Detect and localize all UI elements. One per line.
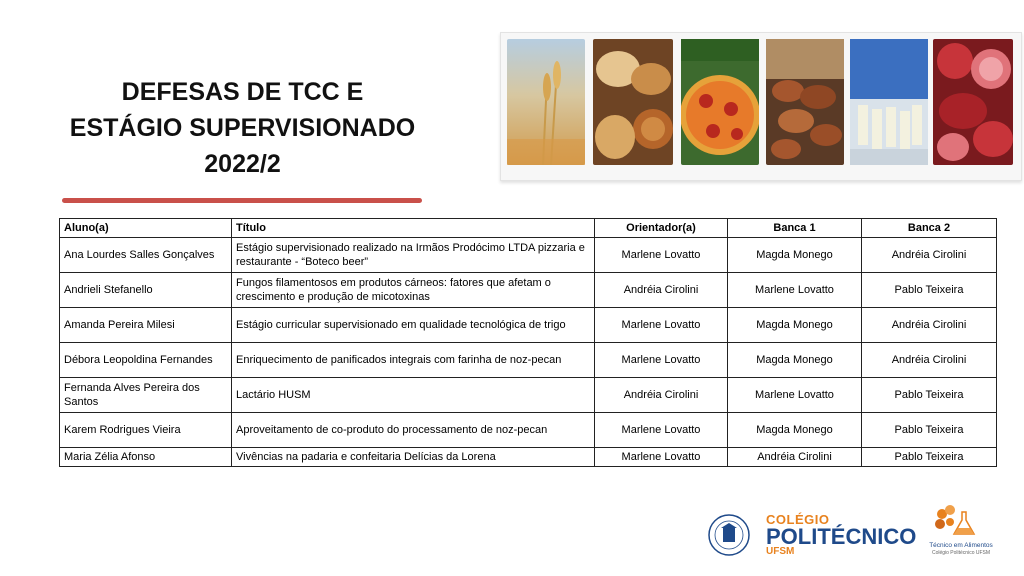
cell-banca-1: Magda Monego bbox=[728, 308, 862, 343]
pizza-icon bbox=[681, 39, 759, 165]
cell-aluno: Andrieli Stefanello bbox=[60, 273, 232, 308]
cell-titulo: Estágio supervisionado realizado na Irmãos Prodócimo LTDA pizzaria e restaurante - “Boteco beer” bbox=[232, 238, 595, 273]
ufsm-seal-icon bbox=[708, 514, 750, 556]
flask-icon bbox=[928, 504, 994, 542]
cell-banca-1: Marlene Lovatto bbox=[728, 273, 862, 308]
table-row bbox=[60, 238, 997, 273]
cell-titulo: Estágio curricular supervisionado em qualidade tecnológica de trigo bbox=[232, 308, 595, 343]
title-underline bbox=[62, 198, 422, 203]
colegio-politecnico-logo bbox=[766, 512, 917, 558]
cell-banca-2: Andréia Cirolini bbox=[862, 308, 997, 343]
title-line-3: 2022/2 bbox=[204, 150, 281, 178]
cell-orientador: Marlene Lovatto bbox=[595, 308, 728, 343]
cell-orientador: Marlene Lovatto bbox=[595, 238, 728, 273]
cell-aluno: Ana Lourdes Salles Gonçalves bbox=[60, 238, 232, 273]
header-orientador: Orientador(a) bbox=[595, 219, 728, 238]
cell-banca-2: Pablo Teixeira bbox=[862, 413, 997, 448]
title-line-2: ESTÁGIO SUPERVISIONADO bbox=[69, 114, 416, 142]
cell-titulo: Fungos filamentosos em produtos cárneos: fatores que afetam o crescimento e produção de micotoxinas bbox=[232, 273, 595, 308]
table-row bbox=[60, 448, 997, 467]
title-line-1: DEFESAS DE TCC E bbox=[121, 78, 364, 106]
colegio-logo-line-2: POLITÉCNICO bbox=[766, 524, 917, 549]
tcc-table bbox=[59, 218, 997, 467]
pecan-icon bbox=[766, 39, 844, 165]
meat-icon bbox=[933, 39, 1013, 165]
wheat-icon bbox=[507, 39, 585, 165]
header-aluno: Aluno(a) bbox=[60, 219, 232, 238]
cell-orientador: Marlene Lovatto bbox=[595, 343, 728, 378]
header-banca-2: Banca 2 bbox=[862, 219, 997, 238]
cell-banca-1: Magda Monego bbox=[728, 343, 862, 378]
table-row bbox=[60, 378, 997, 413]
cell-orientador: Andréia Cirolini bbox=[595, 378, 728, 413]
cell-titulo: Aproveitamento de co-produto do processamento de noz-pecan bbox=[232, 413, 595, 448]
cell-aluno: Karem Rodrigues Vieira bbox=[60, 413, 232, 448]
cell-titulo: Lactário HUSM bbox=[232, 378, 595, 413]
cell-orientador: Marlene Lovatto bbox=[595, 413, 728, 448]
cell-banca-1: Magda Monego bbox=[728, 413, 862, 448]
bread-icon bbox=[593, 39, 673, 165]
cell-banca-1: Magda Monego bbox=[728, 238, 862, 273]
cell-aluno: Fernanda Alves Pereira dos Santos bbox=[60, 378, 232, 413]
table-row bbox=[60, 413, 997, 448]
cell-banca-2: Andréia Cirolini bbox=[862, 238, 997, 273]
cell-titulo: Enriquecimento de panificados integrais com farinha de noz-pecan bbox=[232, 343, 595, 378]
cell-titulo: Vivências na padaria e confeitaria Delícias da Lorena bbox=[232, 448, 595, 467]
cell-banca-1: Andréia Cirolini bbox=[728, 448, 862, 467]
photo-strip bbox=[500, 32, 1022, 181]
header-titulo: Título bbox=[232, 219, 595, 238]
table-row bbox=[60, 343, 997, 378]
tecnico-alimentos-logo bbox=[928, 504, 994, 568]
cell-aluno: Amanda Pereira Milesi bbox=[60, 308, 232, 343]
cell-aluno: Débora Leopoldina Fernandes bbox=[60, 343, 232, 378]
cell-orientador: Marlene Lovatto bbox=[595, 448, 728, 467]
dairy-icon bbox=[850, 39, 928, 165]
tecnico-logo-line-2: Colégio Politécnico UFSM bbox=[931, 550, 991, 556]
cell-banca-2: Pablo Teixeira bbox=[862, 273, 997, 308]
header-banca-1: Banca 1 bbox=[728, 219, 862, 238]
cell-aluno: Maria Zélia Afonso bbox=[60, 448, 232, 467]
cell-orientador: Andréia Cirolini bbox=[595, 273, 728, 308]
table-row bbox=[60, 273, 997, 308]
cell-banca-2: Andréia Cirolini bbox=[862, 343, 997, 378]
cell-banca-2: Pablo Teixeira bbox=[862, 378, 997, 413]
cell-banca-2: Pablo Teixeira bbox=[862, 448, 997, 467]
table-row bbox=[60, 308, 997, 343]
colegio-logo-line-1: COLÉGIO bbox=[766, 512, 830, 527]
table-header-row bbox=[60, 219, 997, 238]
tecnico-logo-line-1: Técnico em Alimentos bbox=[929, 542, 993, 549]
page-title bbox=[60, 74, 425, 182]
colegio-logo-line-3: UFSM bbox=[766, 546, 795, 557]
cell-banca-1: Marlene Lovatto bbox=[728, 378, 862, 413]
